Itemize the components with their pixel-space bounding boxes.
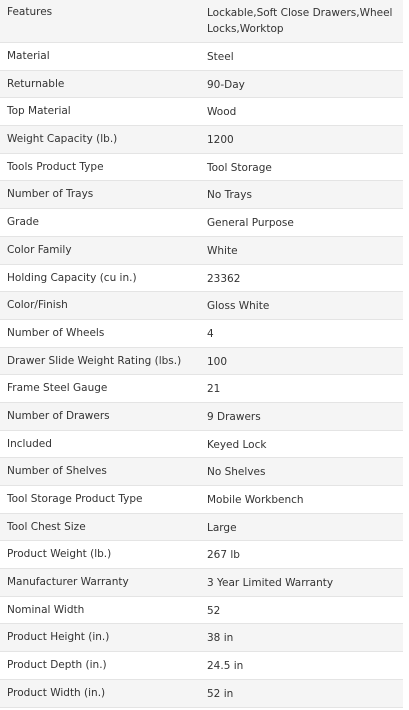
spec-label: Number of Trays	[7, 188, 94, 201]
spec-label: Drawer Slide Weight Rating (lbs.)	[7, 354, 182, 367]
spec-label: Included	[7, 437, 52, 450]
spec-row-color-finish	[0, 292, 403, 320]
spec-row-weight-capacity	[0, 126, 403, 154]
spec-label: Frame Steel Gauge	[7, 382, 108, 395]
spec-label: Tool Chest Size	[7, 520, 86, 533]
spec-value: Large	[207, 521, 237, 534]
spec-value: Lockable,Soft Close Drawers,Wheel Locks,Worktop	[207, 7, 393, 35]
spec-label: Number of Drawers	[7, 409, 110, 422]
spec-value: 1200	[207, 134, 234, 147]
spec-value: White	[207, 244, 238, 257]
spec-row-tool-storage-product-type	[0, 486, 403, 514]
spec-label: Color Family	[7, 243, 72, 256]
spec-value: 21	[207, 383, 221, 396]
spec-label: Weight Capacity (lb.)	[7, 133, 118, 146]
spec-row-tools-product-type	[0, 154, 403, 182]
spec-label: Tools Product Type	[7, 160, 104, 173]
spec-row-number-of-wheels	[0, 320, 403, 348]
spec-row-drawer-slide-weight-rating	[0, 348, 403, 376]
spec-row-top-material	[0, 98, 403, 126]
spec-value: 23362	[207, 272, 241, 285]
spec-value: General Purpose	[207, 217, 294, 230]
spec-label: Nominal Width	[7, 603, 85, 616]
spec-value: 38 in	[207, 632, 234, 645]
spec-label: Product Depth (in.)	[7, 659, 107, 672]
spec-label: Features	[7, 6, 53, 18]
spec-row-returnable	[0, 71, 403, 99]
spec-row-holding-capacity	[0, 265, 403, 293]
spec-row-features	[0, 0, 403, 43]
spec-value: 4	[207, 327, 214, 340]
spec-label: Returnable	[7, 77, 65, 90]
spec-label: Material	[7, 50, 50, 62]
spec-value: 90-Day	[207, 78, 245, 91]
spec-row-product-width	[0, 680, 403, 708]
spec-row-material	[0, 43, 403, 71]
spec-row-number-of-drawers	[0, 403, 403, 431]
spec-row-tool-chest-size	[0, 514, 403, 542]
spec-label: Number of Wheels	[7, 326, 105, 339]
spec-row-included	[0, 431, 403, 459]
spec-row-nominal-width	[0, 597, 403, 625]
spec-value: Gloss White	[207, 300, 270, 313]
spec-label: Product Width (in.)	[7, 686, 106, 699]
spec-value: 52	[207, 604, 221, 617]
spec-value: Tool Storage	[207, 161, 272, 174]
spec-label: Product Height (in.)	[7, 631, 110, 644]
spec-value: 100	[207, 355, 228, 368]
spec-row-product-height	[0, 624, 403, 652]
spec-value: 3 Year Limited Warranty	[207, 577, 334, 590]
spec-value: 52 in	[207, 687, 234, 700]
spec-label: Color/Finish	[7, 299, 68, 312]
spec-value: 9 Drawers	[207, 410, 261, 423]
spec-label: Grade	[7, 216, 40, 229]
spec-row-number-of-shelves	[0, 458, 403, 486]
spec-row-product-depth	[0, 652, 403, 680]
spec-label: Top Material	[7, 105, 71, 118]
spec-value: No Shelves	[207, 466, 266, 479]
spec-label: Product Weight (lb.)	[7, 548, 112, 561]
spec-value: No Trays	[207, 189, 252, 202]
spec-label: Tool Storage Product Type	[7, 493, 143, 505]
spec-row-frame-steel-gauge	[0, 375, 403, 403]
spec-row-grade	[0, 209, 403, 237]
spec-row-color-family	[0, 237, 403, 265]
spec-row-product-weight	[0, 541, 403, 569]
spec-label: Number of Shelves	[7, 465, 107, 478]
spec-value: Steel	[207, 51, 234, 63]
spec-value: Keyed Lock	[207, 438, 267, 451]
spec-value: 267 lb	[207, 549, 240, 562]
spec-row-number-of-trays	[0, 181, 403, 209]
spec-label: Manufacturer Warranty	[7, 576, 129, 589]
spec-label: Holding Capacity (cu in.)	[7, 271, 137, 284]
spec-row-manufacturer-warranty	[0, 569, 403, 597]
spec-value: Wood	[207, 106, 237, 119]
spec-value: Mobile Workbench	[207, 494, 304, 506]
spec-value: 24.5 in	[207, 660, 244, 673]
